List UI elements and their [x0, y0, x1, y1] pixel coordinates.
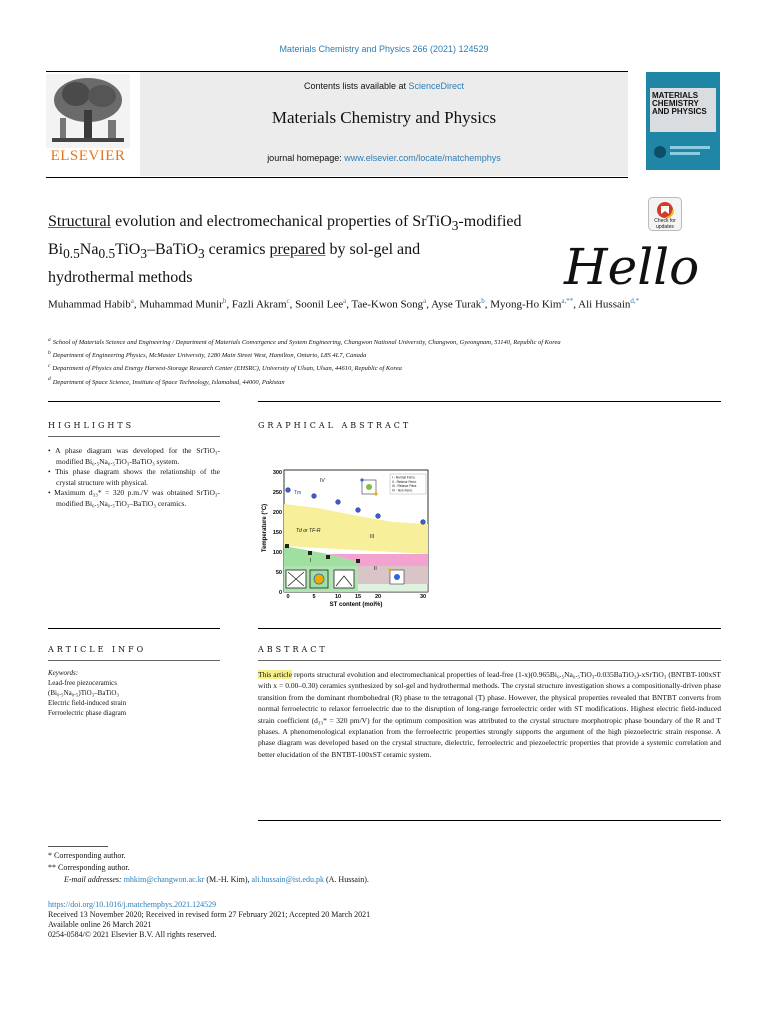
author-name[interactable]: Soonil Lee	[295, 298, 344, 311]
article-info-heading: ARTICLE INFO	[48, 645, 147, 654]
contents-prefix: Contents lists available at	[303, 81, 409, 91]
author-name[interactable]: Tae-Kwon Song	[351, 298, 424, 311]
article-info-subrule	[48, 660, 220, 661]
journal-reference[interactable]: Materials Chemistry and Physics 266 (2021) 124529	[279, 44, 489, 54]
title-subscript: 3	[451, 218, 459, 234]
journal-cover-image[interactable]	[646, 72, 720, 170]
handwritten-hello-annotation	[560, 234, 720, 298]
affiliation-entry	[48, 348, 698, 361]
graphical-abstract-heading: GRAPHICAL ABSTRACT	[258, 421, 412, 430]
available-online: Available online 26 March 2021	[48, 920, 152, 929]
y-tick-label: 100	[272, 550, 282, 556]
y-tick-label: 0	[278, 590, 282, 596]
title-part: Na	[79, 241, 99, 259]
author-affiliation-mark[interactable]: a	[423, 297, 427, 305]
keyword-item: (Bi₀.₅Na₀.₅)TiO₃–BaTiO₃	[48, 689, 119, 697]
author-affiliation-mark[interactable]: a	[130, 297, 134, 305]
author-affiliation-mark[interactable]: c	[286, 297, 290, 305]
contents-line	[140, 81, 628, 91]
homepage-prefix: journal homepage:	[267, 153, 345, 163]
author-separator: ,	[484, 298, 491, 311]
title-subscript: 0.5	[98, 246, 116, 262]
title-part: hydrothermal methods	[48, 269, 193, 287]
author-name[interactable]: Ali Hussain	[578, 298, 631, 311]
x-tick-label: 20	[374, 594, 382, 600]
affiliation-mark: d	[48, 376, 51, 383]
region-label: I	[310, 558, 312, 564]
highlight-item	[48, 467, 220, 488]
x-tick-label: 30	[419, 594, 427, 600]
copyright: 0254-0584/© 2021 Elsevier B.V. All rights reserved.	[48, 930, 217, 939]
check-updates-label: Check for updates	[654, 218, 676, 230]
title-part: –BaTiO	[147, 241, 198, 259]
author-affiliation-mark[interactable]: b	[222, 297, 227, 305]
corresponding-author-1: * Corresponding author.	[48, 851, 126, 860]
author-name[interactable]: Muhammad Munir	[139, 298, 223, 311]
title-word-structural: Structural	[48, 213, 112, 230]
keyword-item: Ferroelectric phase diagram	[48, 709, 127, 717]
affiliation-entry	[48, 374, 698, 387]
author-affiliation-mark[interactable]: a,**	[561, 297, 574, 305]
svg-text:Temperature (°C): Temperature (°C)	[262, 503, 268, 553]
affiliation-text: School of Materials Science and Engineering / Department of Materials Convergence and System Engineering, Changwon National University, Changwon, Gyeongnam, 51140, Republic of Korea	[52, 339, 561, 347]
article-info-rule	[48, 628, 220, 629]
author-name[interactable]: Muhammad Habib	[48, 298, 131, 311]
title-part: ceramics	[204, 241, 270, 259]
author-name[interactable]: Fazli Akram	[231, 298, 287, 311]
author-separator: ,	[426, 298, 432, 311]
header-bottom-rule	[46, 177, 628, 178]
title-word-prepared: prepared	[269, 241, 326, 259]
legend-entry: IV - Non Ferro.	[392, 488, 414, 493]
region-label: IV	[320, 478, 325, 484]
author-separator: ,	[573, 298, 579, 311]
x-axis-label: ST content (mol%)	[329, 602, 383, 608]
affiliation-text: Department of Engineering Physics, McMaster University, 1280 Main Street West, Hamilton, Ontario, L8S 4L7, Canada	[52, 352, 367, 360]
author-separator: ,	[226, 298, 232, 311]
title-subscript: 0.5	[63, 246, 80, 262]
y-tick-label: 250	[272, 490, 282, 496]
graphical-abstract-rule	[258, 401, 721, 402]
email-label: E-mail addresses:	[64, 875, 122, 884]
affiliations	[48, 335, 698, 388]
title-part: by sol-gel and	[325, 241, 421, 259]
td-label: Td or TF-R	[296, 528, 321, 534]
y-tick-label: 50	[275, 570, 282, 576]
bullet-icon: •	[48, 467, 55, 476]
region-label: III	[370, 534, 375, 540]
legend-entry: III - Relaxor Para.	[392, 484, 417, 489]
title-part: evolution and electromechanical properties of SrTiO	[111, 213, 452, 230]
email-kim-who: (M.-H. Kim),	[204, 875, 252, 884]
highlight-item	[48, 488, 220, 509]
title-part: TiO	[115, 241, 141, 259]
email-link-kim[interactable]: mhkim@changwon.ac.kr	[123, 875, 205, 884]
author-separator: ,	[346, 298, 352, 311]
x-tick-label: 10	[334, 594, 342, 600]
bullet-icon: •	[48, 446, 56, 455]
highlights-list	[48, 446, 220, 509]
abstract-subrule	[258, 660, 721, 661]
tm-label: Tm	[294, 490, 302, 496]
author-affiliation-mark[interactable]: d,*	[630, 297, 640, 305]
highlight-text: A phase diagram was developed for the SrTiO₃-modified Bi₀.₅Na₀.₅TiO₃-BaTiO₃ system.	[55, 446, 220, 466]
handwriting-text: Hello	[564, 238, 700, 296]
highlight-text: This phase diagram shows the relationship of the crystal structure with physical.	[54, 467, 220, 487]
received-dates: Received 13 November 2020; Received in revised form 27 February 2021; Accepted 20 March 2021	[48, 910, 371, 919]
footnote-rule	[48, 846, 108, 847]
highlighted-phrase: This article	[258, 670, 293, 679]
email-link-hussain[interactable]: ali.hussain@ist.edu.pk	[251, 875, 324, 884]
affiliation-entry	[48, 361, 698, 374]
cover-title: MATERIALS CHEMISTRY AND PHYSICS	[652, 91, 707, 116]
highlights-rule	[48, 401, 220, 402]
y-tick-label: 200	[272, 510, 282, 516]
article-title	[48, 210, 638, 290]
legend-entry: I - Normal Ferro.	[392, 475, 416, 480]
affiliation-mark: c	[48, 363, 51, 370]
sciencedirect-link[interactable]: ScienceDirect	[408, 81, 465, 91]
graphical-abstract-phase-diagram[interactable]	[258, 466, 436, 608]
author-name[interactable]: Myong-Ho Kim	[490, 298, 562, 311]
highlights-heading: HIGHLIGHTS	[48, 421, 135, 430]
legend-entry: II - Relaxor Ferro.	[392, 479, 417, 484]
y-axis-label	[262, 504, 268, 552]
footnotes	[48, 850, 648, 886]
highlight-text: Maximum d₃₃* = 320 p.m./V was obtained SrTiO₃-modified Bi₀.₅Na₀.₅TiO₃–BaTiO₃ ceramics.	[54, 488, 220, 508]
abstract-rule	[258, 628, 721, 629]
title-part: -modified	[458, 213, 522, 230]
x-tick-label: 15	[354, 594, 362, 600]
doi-link[interactable]: https://doi.org/10.1016/j.matchemphys.2021.124529	[48, 900, 217, 909]
highlight-item	[48, 446, 220, 467]
keyword-item: Lead-free piezoceramics	[48, 679, 117, 687]
author-separator: ,	[289, 298, 296, 311]
author-separator: ,	[133, 298, 140, 311]
abstract-end-rule	[258, 820, 721, 821]
corresponding-author-2: ** Corresponding author.	[48, 863, 130, 872]
keywords-list	[48, 678, 228, 718]
affiliation-entry	[48, 335, 698, 348]
journal-title: Materials Chemistry and Physics	[271, 108, 497, 127]
abstract-text	[258, 669, 721, 760]
title-subscript: 3	[198, 246, 205, 262]
publication-info	[48, 900, 648, 940]
check-for-updates-badge[interactable]	[648, 197, 682, 231]
elsevier-wordmark: ELSEVIER	[50, 148, 126, 164]
affiliation-text: Department of Physics and Energy Harvest-Storage Research Center (EHSRC), University of Ulsan, Ulsan, 44610, Republic of Korea	[52, 365, 402, 373]
author-affiliation-mark[interactable]: b	[481, 297, 485, 305]
y-tick-label: 300	[272, 470, 282, 476]
keywords-label: Keywords:	[48, 669, 79, 677]
highlights-subrule	[48, 436, 220, 437]
affiliation-mark: a	[48, 337, 51, 343]
title-subscript: 3	[140, 246, 148, 262]
author-list	[48, 292, 648, 314]
keyword-item: Electric field-induced strain	[48, 699, 127, 707]
abstract-body: reports structural evolution and electromechanical properties of lead-free (1-x)(0.965Bi₀.₅Na₀.₅TiO₃-0.035BaTiO₃)-xSrTiO₃ (BNTBT-100xST with x = 0.00–0.30) ceramics synthesized by sol-gel and hydrothermal methods. The crystal structure investigation shows a compositionally-driven phase transition from the dominant rhombohedral (R) phase to the tetragonal (T) phase. However, the physical properties revealed that BNTBT converts from normal ferroelectric to relaxor ferroelectric due to the disruption of long-range ferroelectric order with ST modifications. Highest electric field-induced strain coefficient (d₃₃* = 320 pm/V) for the optimum composition was attributed to the crystal structure morphotropic phase boundary of the R and T phases. A phenomenological explanation from the ferroelectric properties strongly supports the argument of the high piezoelectric strain response. A phase diagram was developed based on the crystal structure, dielectric, ferroelectric and piezoelectric properties that provide a systemic correlation and better elucidation of the BNTBT-100xST ceramic system.	[258, 670, 721, 759]
affiliation-text: Department of Space Science, Institute of Space Technology, Islamabad, 44000, Pakistan	[52, 378, 285, 386]
email-hussain-who: (A. Hussain).	[323, 875, 369, 884]
homepage-link[interactable]: www.elsevier.com/locate/matchemphys	[344, 153, 501, 163]
keywords-block	[48, 668, 228, 718]
y-tick-label: 150	[272, 530, 282, 536]
x-tick-label: 5	[312, 594, 316, 600]
homepage-line	[140, 153, 628, 163]
author-affiliation-mark[interactable]: a	[343, 297, 347, 305]
region-label: II	[374, 566, 377, 572]
abstract-heading: ABSTRACT	[258, 645, 328, 654]
bullet-icon: •	[48, 488, 55, 497]
title-part: Bi	[48, 241, 64, 259]
affiliation-mark: b	[48, 350, 51, 357]
author-name[interactable]: Ayse Turak	[431, 298, 482, 311]
x-tick-label: 0	[286, 594, 290, 600]
